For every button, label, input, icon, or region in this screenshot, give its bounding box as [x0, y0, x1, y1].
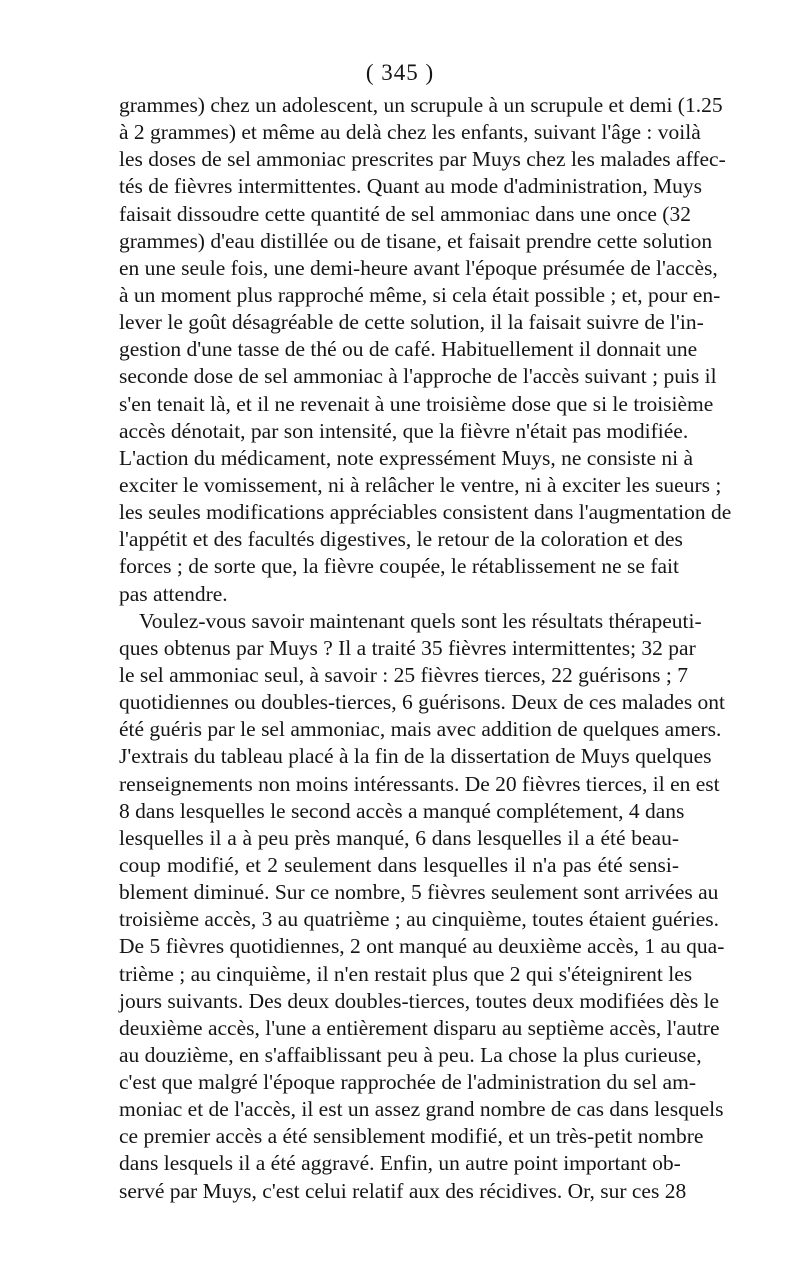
- text-line: lever le goût désagréable de cette solution, il la faisait suivre de l'in-: [119, 310, 704, 335]
- text-line: moniac et de l'accès, il est un assez grand nombre de cas dans lesquels: [119, 1097, 724, 1122]
- text-line: 8 dans lesquelles le second accès a manqué complétement, 4 dans: [119, 798, 685, 823]
- text-line: tés de fièvres intermittentes. Quant au mode d'administration, Muys: [119, 174, 703, 199]
- text-line: ques obtenus par Muys ? Il a traité 35 fièvres intermittentes; 32 par: [119, 635, 696, 660]
- text-line: servé par Muys, c'est celui relatif aux des récidives. Or, sur ces 28: [119, 1178, 687, 1203]
- text-line: jours suivants. Des deux doubles-tierces, toutes deux modifiées dès le: [119, 988, 720, 1013]
- text-line: à un moment plus rapproché même, si cela était possible ; et, pour en-: [119, 282, 721, 307]
- text-line: quotidiennes ou doubles-tierces, 6 guérisons. Deux de ces malades ont: [119, 690, 726, 715]
- text-line: ce premier accès a été sensiblement modifié, et un très-petit nombre: [119, 1124, 704, 1149]
- text-line: coup modifié, et 2 seulement dans lesquelles il n'a pas été sensi-: [119, 852, 679, 877]
- text-line: l'appétit et des facultés digestives, le retour de la coloration et des: [119, 527, 683, 552]
- text-line: été guéris par le sel ammoniac, mais avec addition de quelques amers.: [119, 717, 722, 742]
- text-line: c'est que malgré l'époque rapprochée de l'administration du sel am-: [119, 1070, 696, 1095]
- text-line: Voulez-vous savoir maintenant quels sont les résultats thérapeuti-: [139, 608, 702, 633]
- text-line: en une seule fois, une demi-heure avant l'époque présumée de l'accès,: [119, 255, 718, 280]
- text-line: faisait dissoudre cette quantité de sel ammoniac dans une once (32: [119, 201, 691, 226]
- text-line: renseignements non moins intéressants. De 20 fièvres tierces, il en est: [119, 771, 720, 796]
- text-line: grammes) chez un adolescent, un scrupule à un scrupule et demi (1.25: [119, 93, 723, 117]
- text-line: le sel ammoniac seul, à savoir : 25 fièvres tierces, 22 guérisons ; 7: [119, 662, 688, 687]
- text-line: grammes) d'eau distillée ou de tisane, et faisait prendre cette solution: [119, 228, 713, 253]
- text-line: blement diminué. Sur ce nombre, 5 fièvres seulement sont arrivées au: [119, 880, 719, 905]
- text-line: troisième accès, 3 au quatrième ; au cinquième, toutes étaient guéries.: [119, 907, 719, 932]
- text-line: De 5 fièvres quotidiennes, 2 ont manqué au deuxième accès, 1 au qua-: [119, 934, 725, 959]
- text-line: J'extrais du tableau placé à la fin de la dissertation de Muys quelques: [119, 744, 712, 769]
- text-line: L'action du médicament, note expressément Muys, ne consiste ni à: [119, 445, 694, 470]
- text-line: à 2 grammes) et même au delà chez les enfants, suivant l'âge : voilà: [119, 120, 701, 145]
- text-line: les seules modifications appréciables consistent dans l'augmentation de: [119, 500, 732, 525]
- text-line: dans lesquels il a été aggravé. Enfin, un autre point important ob-: [119, 1151, 681, 1176]
- text-line: pas attendre.: [119, 581, 228, 606]
- text-line: les doses de sel ammoniac prescrites par Muys chez les malades affec-: [119, 147, 726, 172]
- text-line: s'en tenait là, et il ne revenait à une troisième dose que si le troisième: [119, 391, 714, 416]
- text-line: seconde dose de sel ammoniac à l'approche de l'accès suivant ; puis il: [119, 364, 717, 389]
- text-line: lesquelles il a à peu près manqué, 6 dans lesquelles il a été beau-: [119, 825, 679, 850]
- page-number: ( 345 ): [365, 60, 435, 85]
- body-text: [119, 92, 732, 1205]
- text-line: trième ; au cinquième, il n'en restait plus que 2 qui s'éteignirent les: [119, 961, 693, 986]
- text-line: exciter le vomissement, ni à relâcher le ventre, ni à exciter les sueurs ;: [119, 472, 722, 497]
- text-line: gestion d'une tasse de thé ou de café. Habituellement il donnait une: [119, 337, 698, 362]
- text-line: deuxième accès, l'une a entièrement disparu au septième accès, l'autre: [119, 1015, 720, 1040]
- text-line: au douzième, en s'affaiblissant peu à peu. La chose la plus curieuse,: [119, 1042, 702, 1067]
- text-line: accès dénotait, par son intensité, que la fièvre n'était pas modifiée.: [119, 418, 689, 443]
- text-line: forces ; de sorte que, la fièvre coupée, le rétablissement ne se fait: [119, 554, 679, 579]
